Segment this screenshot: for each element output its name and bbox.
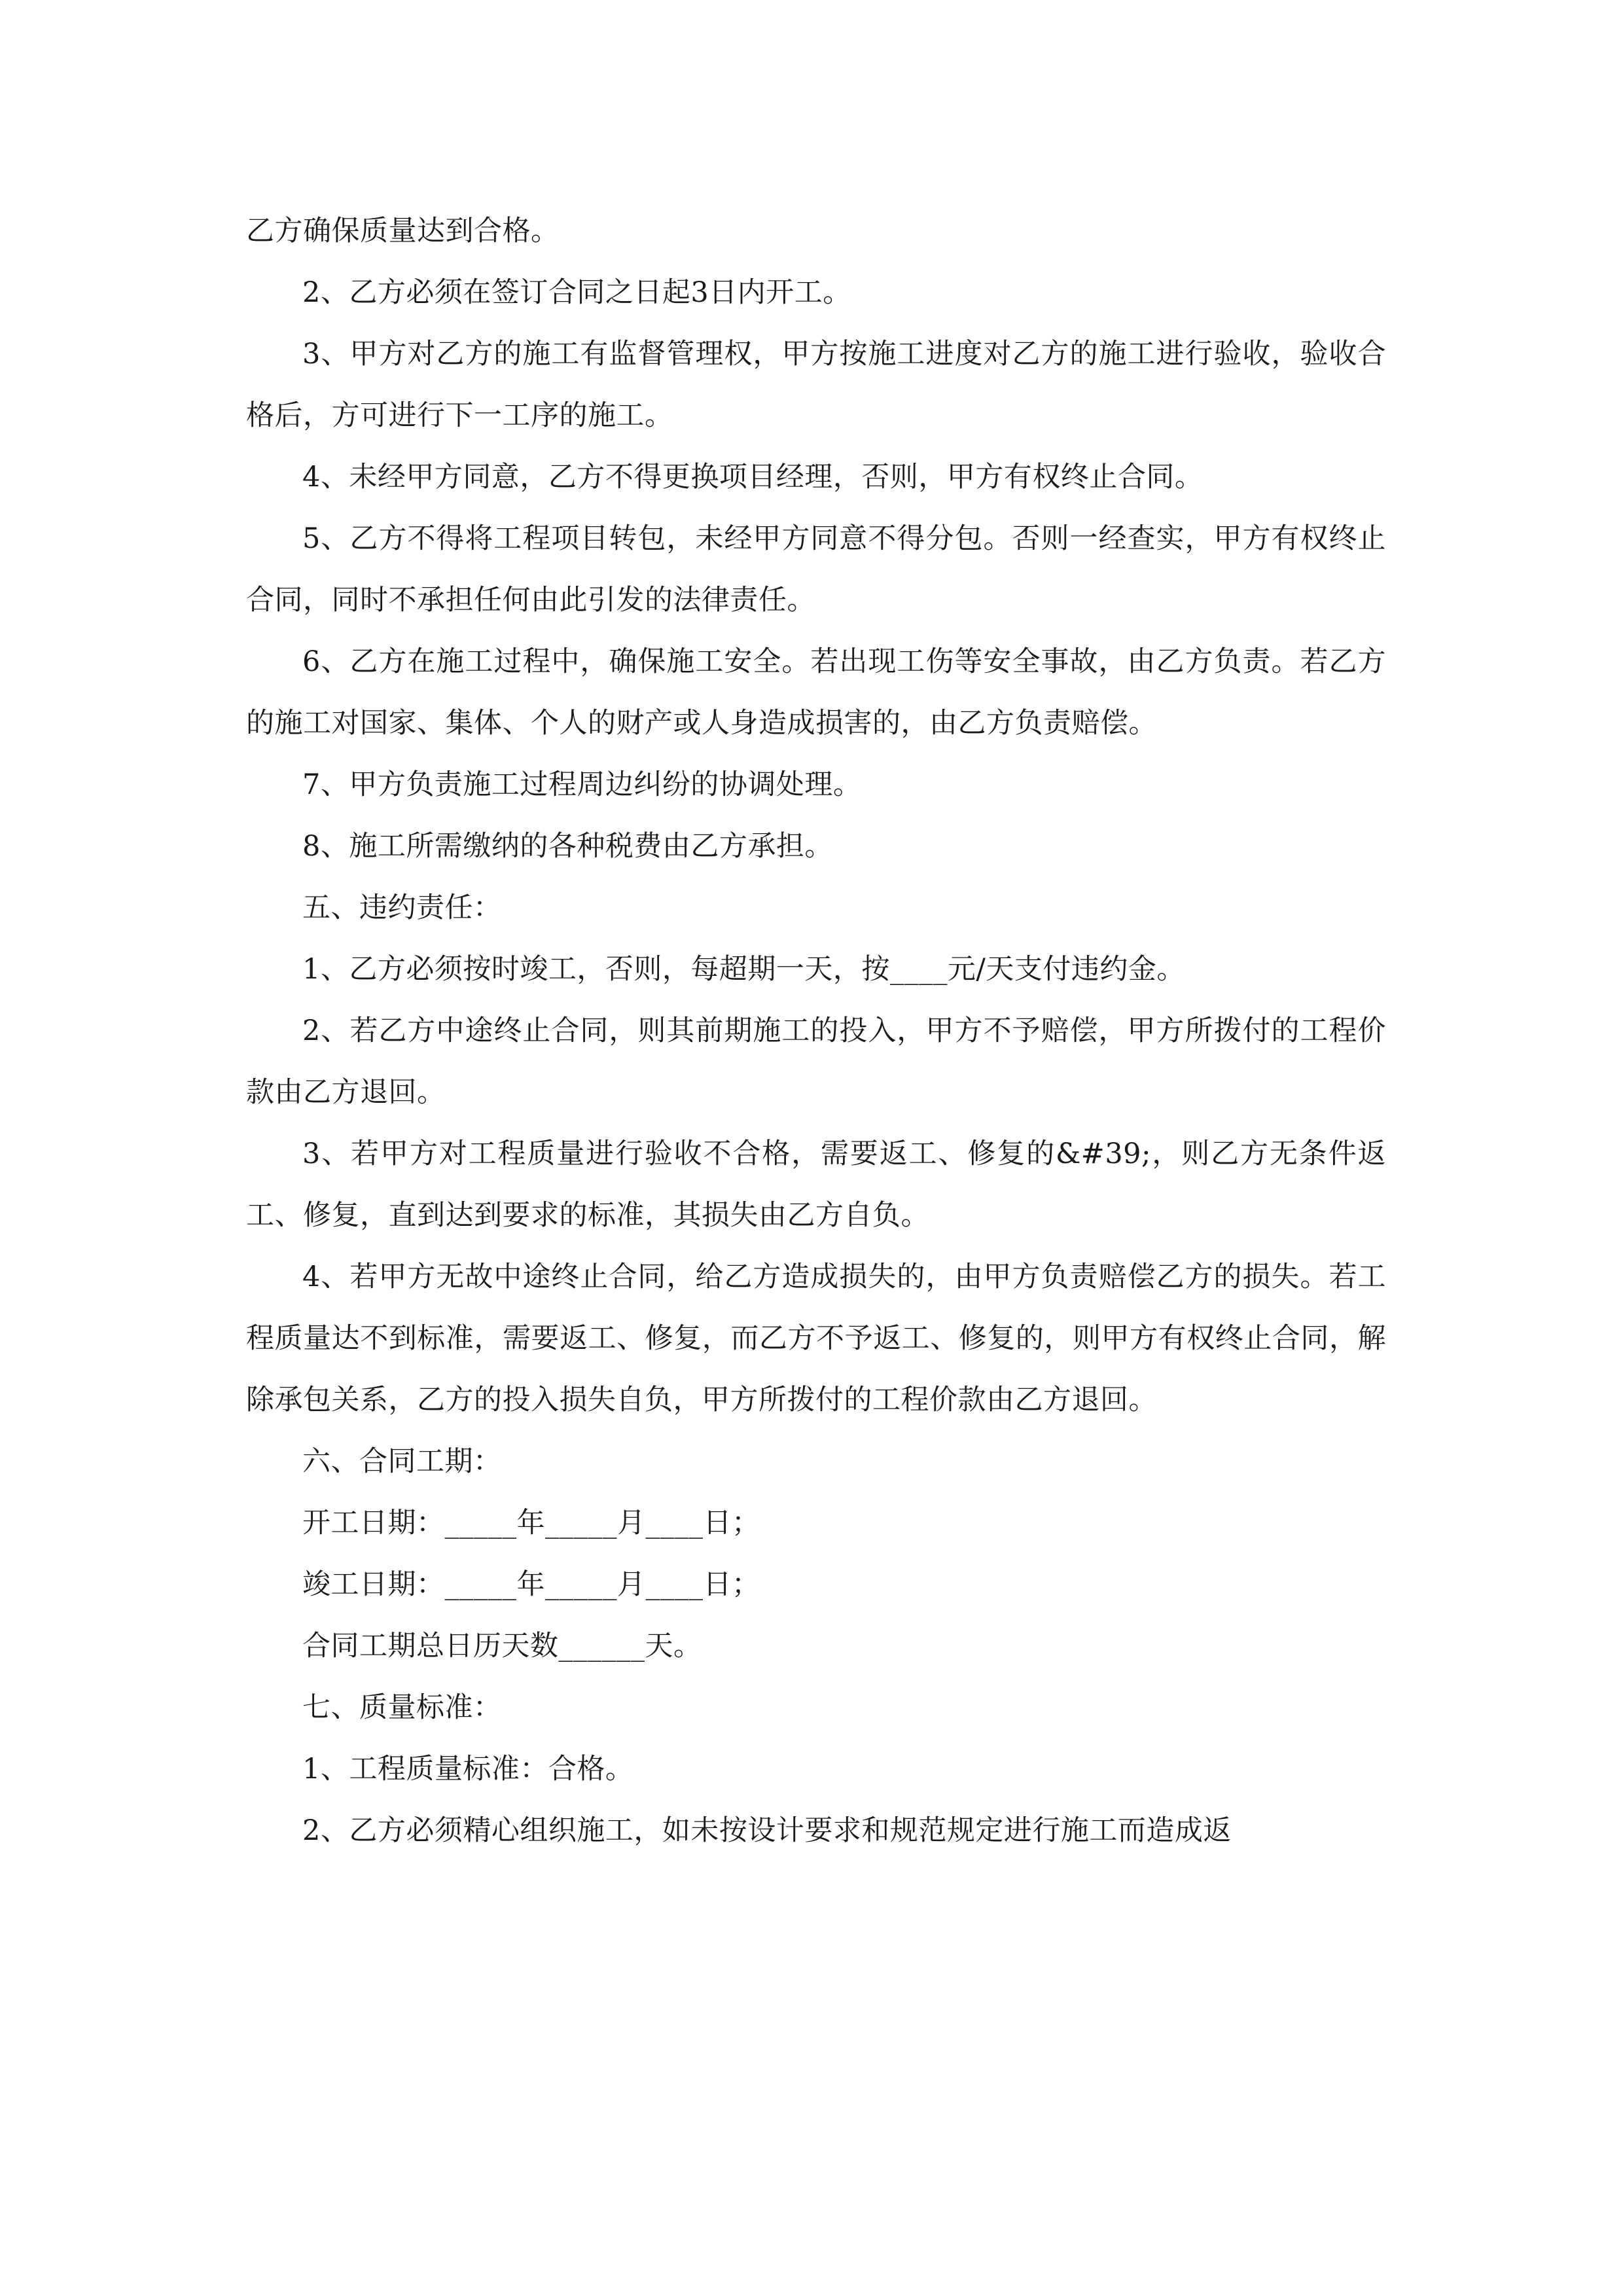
paragraph: 6、乙方在施工过程中，确保施工安全。若出现工伤等安全事故，由乙方负责。若乙方的施工对国家、集体、个人的财产或人身造成损害的，由乙方负责赔偿。 bbox=[246, 645, 1386, 740]
paragraph: 2、若乙方中途终止合同，则其前期施工的投入，甲方不予赔偿，甲方所拨付的工程价款由乙方退回。 bbox=[246, 1014, 1386, 1109]
paragraph: 3、甲方对乙方的施工有监督管理权，甲方按施工进度对乙方的施工进行验收，验收合格后，方可进行下一工序的施工。 bbox=[246, 338, 1386, 432]
total-days-line: 合同工期总日历天数______天。 bbox=[302, 1630, 702, 1662]
paragraph: 4、未经甲方同意，乙方不得更换项目经理，否则，甲方有权终止合同。 bbox=[302, 461, 1204, 493]
section-heading: 六、合同工期： bbox=[302, 1445, 502, 1478]
paragraph: 1、工程质量标准：合格。 bbox=[302, 1753, 634, 1785]
paragraph: 乙方确保质量达到合格。 bbox=[246, 215, 560, 247]
paragraph: 5、乙方不得将工程项目转包，未经甲方同意不得分包。否则一经查实，甲方有权终止合同，同时不承担任何由此引发的法律责任。 bbox=[246, 522, 1386, 617]
paragraph: 8、施工所需缴纳的各种税费由乙方承担。 bbox=[302, 830, 833, 863]
paragraph: 4、若甲方无故中途终止合同，给乙方造成损失的，由甲方负责赔偿乙方的损失。若工程质量达不到标准，需要返工、修复，而乙方不予返工、修复的，则甲方有权终止合同，解除承包关系，乙方的投入损失自负，甲方所拨付的工程价款由乙方退回。 bbox=[246, 1261, 1386, 1416]
paragraph: 3、若甲方对工程质量进行验收不合格，需要返工、修复的&#39;，则乙方无条件返工、修复，直到达到要求的标准，其损失由乙方自负。 bbox=[246, 1138, 1386, 1232]
section-heading: 七、质量标准： bbox=[302, 1691, 502, 1724]
paragraph: 7、甲方负责施工过程周边纠纷的协调处理。 bbox=[302, 768, 862, 801]
completion-date-line: 竣工日期：_____年_____月____日； bbox=[302, 1568, 760, 1601]
document-body bbox=[246, 200, 1386, 1861]
paragraph: 1、乙方必须按时竣工，否则，每超期一天，按____元/天支付违约金。 bbox=[302, 953, 1185, 986]
paragraph: 2、乙方必须在签订合同之日起3日内开工。 bbox=[302, 276, 851, 309]
section-heading: 五、违约责任： bbox=[302, 891, 502, 924]
paragraph: 2、乙方必须精心组织施工，如未按设计要求和规范规定进行施工而造成返 bbox=[302, 1814, 1232, 1847]
start-date-line: 开工日期：_____年_____月____日； bbox=[302, 1507, 760, 1539]
